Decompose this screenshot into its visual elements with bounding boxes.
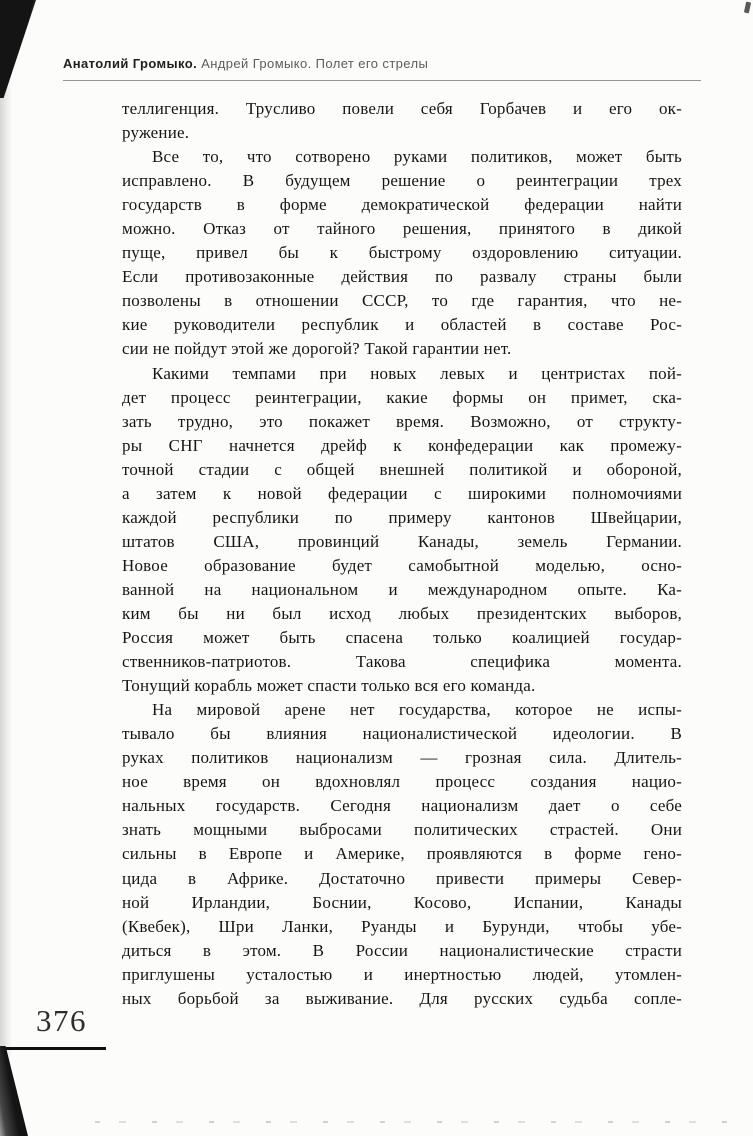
text-line: Какими темпами при новых левых и центристах пой- <box>152 363 682 383</box>
text-line: зать трудно, это покажет время. Возможно, от структу- <box>122 411 682 431</box>
header-book-title: Андрей Громыко. Полет его стрелы <box>197 56 429 71</box>
text-line: ружение. <box>122 123 190 143</box>
text-line: точной стадии с общей внешней политикой и обороной, <box>122 459 682 479</box>
text-line: (Квебек), Шри Ланки, Руанды и Бурунди, чтобы убе- <box>122 916 682 936</box>
scan-shadow-top-left <box>0 0 36 98</box>
running-header <box>63 56 703 71</box>
text-line: диться в этом. В России националистические страсти <box>122 940 682 960</box>
text-line: нальных государств. Сегодня национализм дает о себе <box>122 796 682 816</box>
text-line: тывало бы влияния националистической идеологии. В <box>122 724 682 744</box>
text-line: теллигенция. Трусливо повели себя Горбачев и его ок- <box>122 99 682 118</box>
text-line: приглушены усталостью и инертностью людей, утомлен- <box>122 964 682 984</box>
text-line: сильны в Европе и Америке, проявляются в форме гено- <box>122 844 682 864</box>
text-line: знать мощными выбросами политических страстей. Они <box>122 820 682 840</box>
text-line: Тонущий корабль может спасти только вся его команда. <box>122 676 536 696</box>
paragraph <box>122 145 682 361</box>
text-line: сии не пойдут этой же дорогой? Такой гарантии нет. <box>122 339 512 359</box>
text-line: пуще, привел бы к быстрому оздоровлению ситуации. <box>122 243 682 263</box>
text-line: ванной на национальном и международном опыте. Ка- <box>122 579 682 599</box>
text-line: исправлено. В будущем решение о реинтеграции трех <box>122 171 682 191</box>
text-block <box>122 97 682 1011</box>
text-line: каждой республики по примеру кантонов Швейцарии, <box>122 507 682 527</box>
text-line: Новое образование будет самобытной моделью, осно- <box>122 555 682 575</box>
text-line: ким бы ни был исход любых президентских выборов, <box>122 603 682 623</box>
text-line: Если противозаконные действия по развалу страны были <box>122 267 682 287</box>
text-line: а затем к новой федерации с широкими полномочиями <box>122 483 682 503</box>
text-line: ных борьбой за выживание. Для русских судьба сопле- <box>122 988 682 1008</box>
text-line: ное время он вдохновлял процесс создания нацио- <box>122 772 682 792</box>
text-line: Россия может быть спасена только коалицией государ- <box>122 628 682 648</box>
text-line: цида в Африке. Достаточно привести примеры Север- <box>122 868 682 888</box>
scan-artifact-top-right <box>744 2 751 14</box>
text-line: кие руководители республик и областей в составе Рос- <box>122 315 682 335</box>
text-line: позволены в отношении СССР, то где гарантия, что не- <box>122 291 682 311</box>
paragraph <box>122 362 682 699</box>
text-line: На мировой арене нет государства, которое не испы- <box>152 700 682 720</box>
text-line: ственников-патриотов. Такова специфика момента. <box>122 652 682 672</box>
paragraph <box>122 698 682 1011</box>
text-line: государств в форме демократической федерации найти <box>122 195 682 215</box>
scan-artifact-bottom-edge <box>95 1121 745 1123</box>
text-line: дет процесс реинтеграции, какие формы он примет, ска- <box>122 387 682 407</box>
page-number: 376 <box>36 1003 87 1038</box>
text-line: ной Ирландии, Боснии, Косово, Испании, Канады <box>122 892 682 912</box>
text-line: ры СНГ начнется дрейф к конфедерации как промежу- <box>122 435 682 455</box>
header-author: Анатолий Громыко. <box>63 56 198 71</box>
page-number-rule <box>6 1047 106 1050</box>
text-line: можно. Отказ от тайного решения, принятого в дикой <box>122 219 682 239</box>
text-line: Все то, что сотворено руками политиков, может быть <box>152 147 682 167</box>
text-line: штатов США, провинций Канады, земель Германии. <box>122 531 682 551</box>
text-line: руках политиков национализм — грозная сила. Длитель- <box>122 748 682 768</box>
header-rule <box>63 80 701 81</box>
scan-shadow-bottom-left <box>0 1046 28 1136</box>
binding-shadow <box>0 0 12 1136</box>
paragraph <box>122 97 682 145</box>
